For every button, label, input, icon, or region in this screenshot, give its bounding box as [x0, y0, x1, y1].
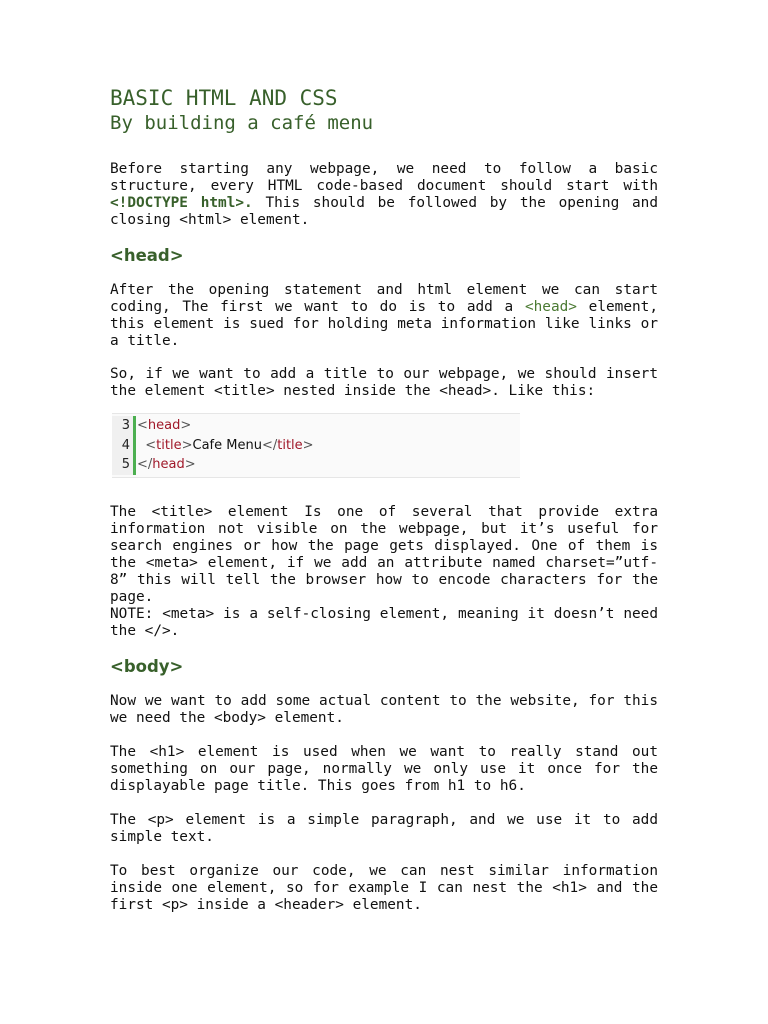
- code-text: </head>: [137, 457, 196, 472]
- head-tag-inline: <head>: [524, 299, 577, 315]
- intro-text-after: This should be followed by the opening and closing <html> element.: [110, 195, 658, 228]
- doctype-code: <!DOCTYPE html>.: [110, 195, 253, 211]
- intro-text-before: Before starting any webpage, we need to follow a basic structure, every HTML code-based document should start with: [110, 161, 658, 194]
- document-page: [110, 86, 658, 914]
- line-number: 4: [112, 436, 133, 456]
- line-number: 3: [112, 416, 133, 436]
- head-section-heading: <head>: [110, 246, 184, 265]
- body-paragraph-1: Now we want to add some actual content to the website, for this we need the <body> element.: [110, 692, 658, 726]
- code-line: [112, 455, 520, 475]
- document-subtitle: By building a café menu: [110, 112, 374, 134]
- head-para1-before: After the opening statement and html element we can start coding, The first we want to do is to add a: [110, 282, 658, 315]
- note-paragraph: NOTE: <meta> is a self-closing element, meaning it doesn’t need the </>.: [110, 605, 658, 639]
- body-section-heading: <body>: [110, 656, 184, 676]
- title-paragraph: The <title> element Is one of several that provide extra information not visible on the webpage, but it’s useful for search engines or how the page gets displayed. One of them is the <meta> element, if we add an attribute named charset=”utf-8” this will tell the browser how to encode characters for the page.: [110, 503, 658, 605]
- head-paragraph-2: So, if we want to add a title to our webpage, we should insert the element <title> nested inside the <head>. Like this:: [110, 366, 658, 399]
- code-line: [112, 436, 520, 456]
- code-line: [112, 416, 520, 436]
- head-para1-after: element, this element is sued for holding meta information like links or a title.: [110, 299, 658, 349]
- code-text: <title>Cafe Menu</title>: [145, 437, 314, 453]
- body-paragraph-3: The <p> element is a simple paragraph, and we use it to add simple text.: [110, 811, 658, 845]
- body-paragraph-2: The <h1> element is used when we want to really stand out something on our page, normally we only use it once for the displayable page title. This goes from h1 to h6.: [110, 743, 658, 794]
- head-paragraph-1: [110, 282, 658, 350]
- code-snippet: [112, 413, 520, 478]
- body-paragraph-4: To best organize our code, we can nest similar information inside one element, so for example I can nest the <h1> and the first <p> inside a <header> element.: [110, 862, 658, 913]
- line-number: 5: [112, 455, 133, 475]
- intro-paragraph: [110, 161, 658, 229]
- document-title: BASIC HTML AND CSS: [110, 86, 338, 110]
- code-text: <head>: [137, 418, 192, 433]
